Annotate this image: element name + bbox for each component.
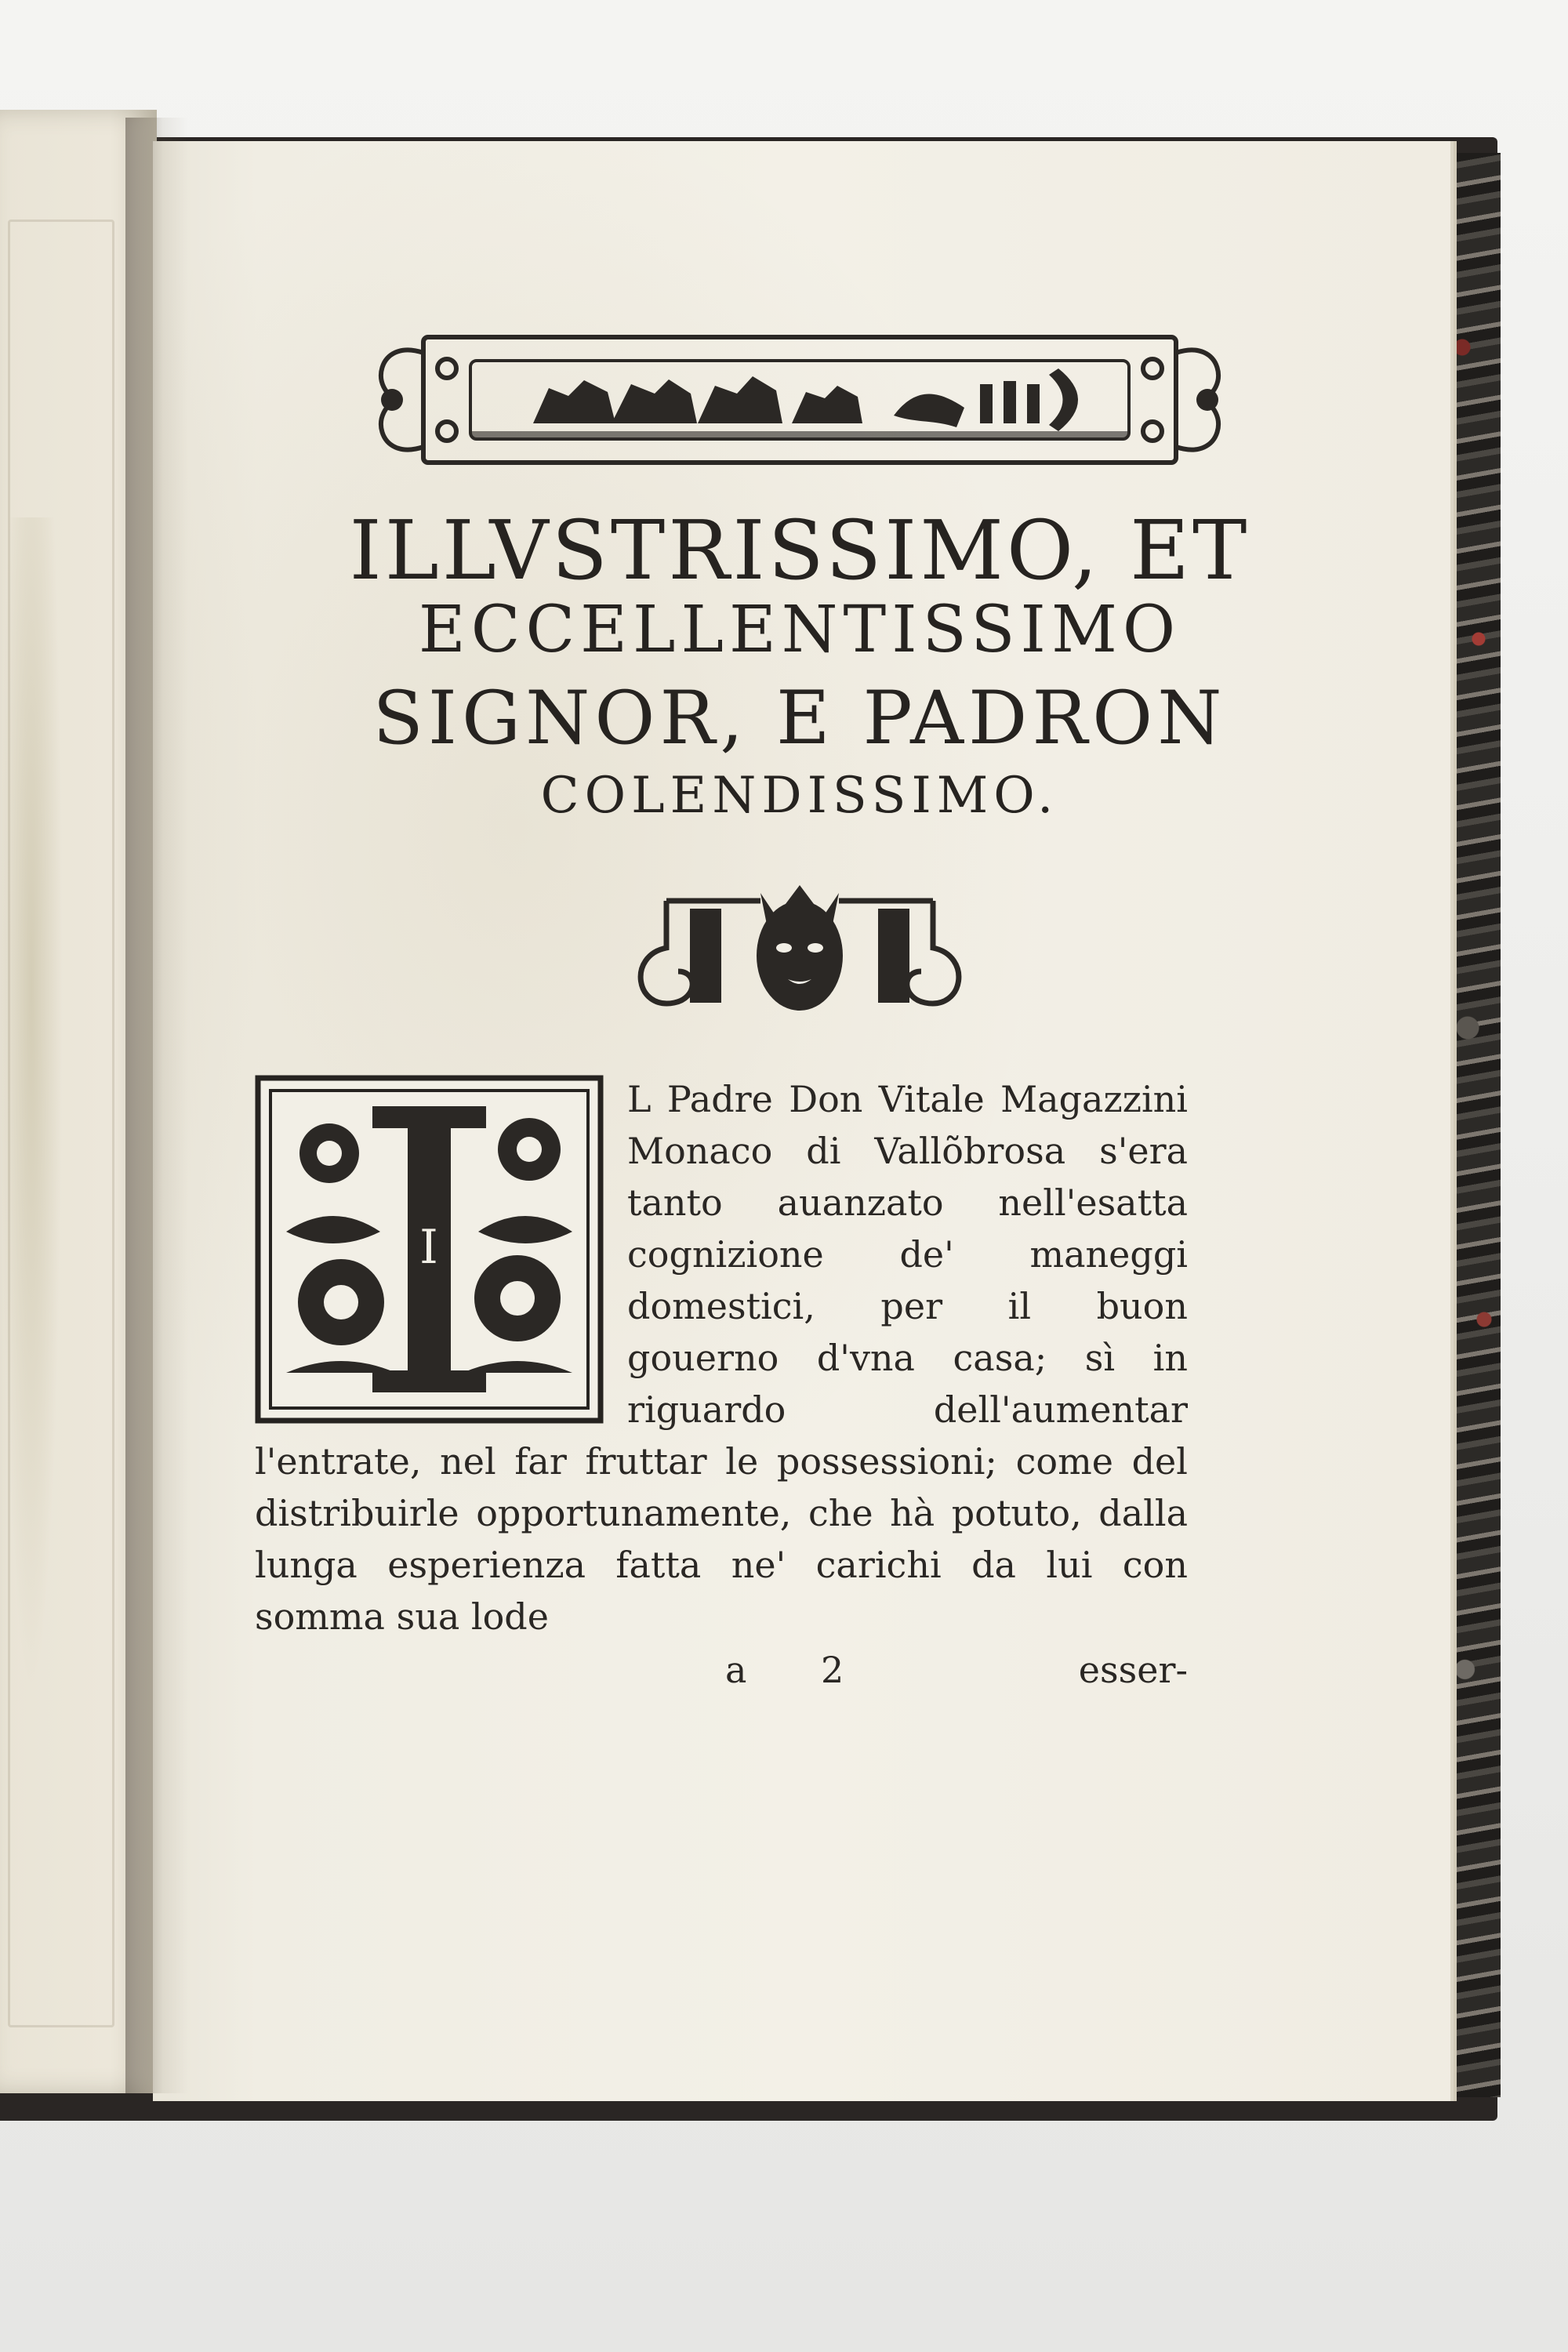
- page-footer: [255, 1649, 1188, 1704]
- catchword: esser-: [1078, 1649, 1188, 1692]
- dedication-title: [270, 503, 1329, 829]
- signature-mark: a 2: [725, 1649, 876, 1692]
- right-page: [153, 141, 1450, 2101]
- left-page-stain: [0, 517, 63, 1693]
- page-content: [255, 321, 1329, 1704]
- decorated-initial-letter: [255, 1075, 604, 1424]
- gutter-shadow: [125, 118, 188, 2093]
- initial-letter-glyph: I: [419, 1220, 438, 1276]
- title-line-3: SIGNOR, E PADRON: [372, 676, 1227, 762]
- title-line-4: COLENDISSIMO.: [540, 767, 1059, 826]
- body-paragraph: L Padre Don Vitale Magazzini Monaco di Vallõbrosa s'era tanto auanzato nell'esatta cognizione de' maneggi domestici, per il buon gouerno d'vna casa; sì in riguardo dell'aumentar l'entrate, nel far fruttar le possessioni; come del distribuirle opportunamente, che hà potuto, dalla lunga esperienza fatta ne' carichi da lui con somma sua lode: [255, 1078, 1188, 1639]
- title-line-2: ECCELLENTISSIMO: [418, 593, 1181, 668]
- mask-ornament: [619, 869, 980, 1026]
- woodcut-headpiece: [353, 321, 1247, 478]
- title-line-1: ILLVSTRISSIMO, ET: [349, 503, 1250, 598]
- marbled-fore-edge: [1443, 153, 1501, 2097]
- dedication-body: [255, 1073, 1188, 1642]
